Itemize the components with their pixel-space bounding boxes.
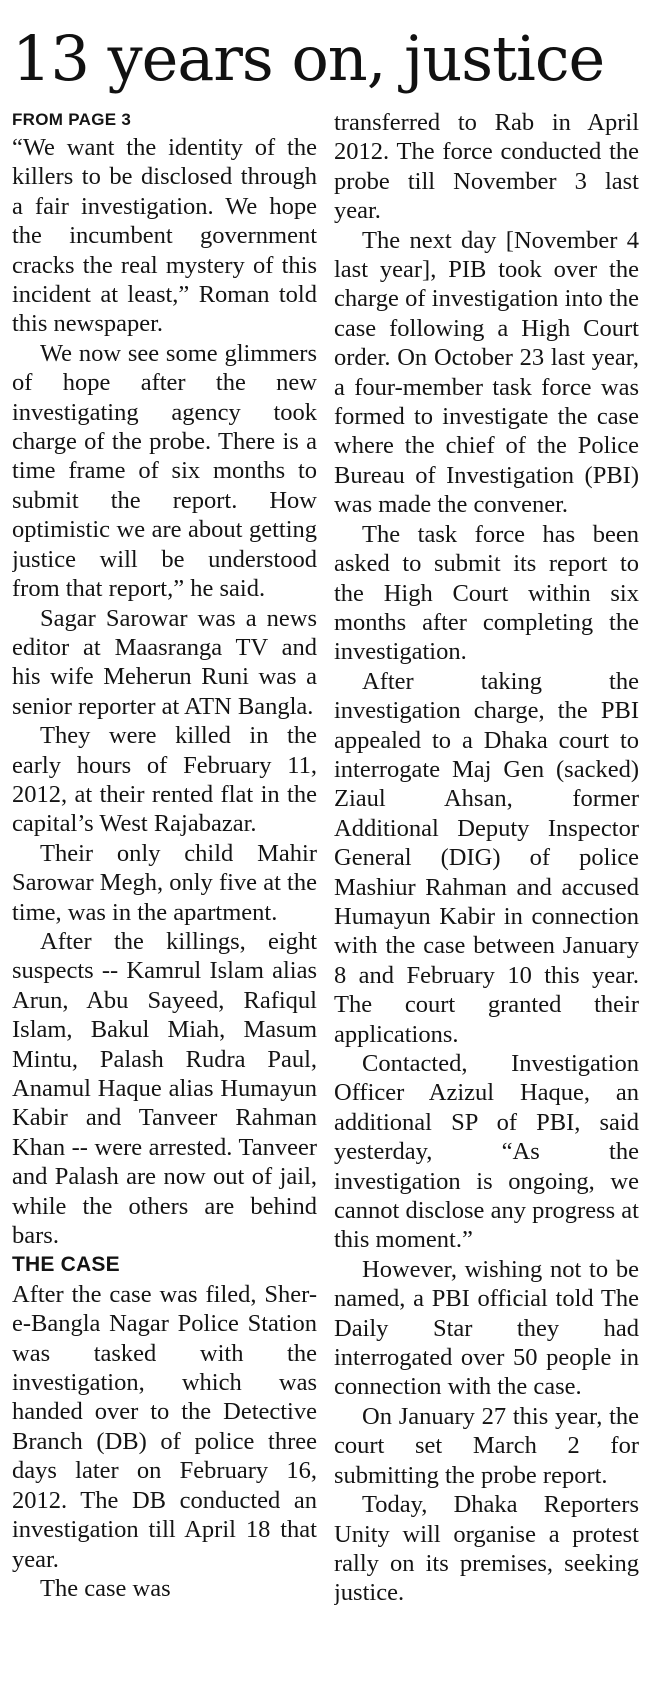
paragraph-killed: They were killed in the early hours of February 11, 2012, at their rented flat in the capital’s West Rajabazar.	[12, 722, 317, 838]
column-right	[334, 108, 639, 1688]
paragraph-transferred: The case was	[40, 1574, 171, 1602]
paragraph-protest-rally: Today, Dhaka Reporters Unity will organise a protest rally on its premises, seeking justice.	[334, 1491, 639, 1607]
paragraph-task-force: The task force has been asked to submit its report to the High Court within six months after completing the investigation.	[334, 520, 639, 666]
paragraph-transferred-continued: transferred to Rab in April 2012. The force conducted the probe till November 3 last year.	[334, 109, 639, 225]
subhead-the-case: THE CASE	[12, 1253, 120, 1277]
headline: 13 years on, justice	[12, 22, 605, 95]
paragraph-march-deadline: On January 27 this year, the court set March 2 for submitting the probe report.	[334, 1402, 639, 1489]
paragraph-case-filed: After the case was filed, Sher-e-Bangla Nagar Police Station was tasked with the investigation, which was handed over to the Detective Branch (DB) of police three days later on February 16, 2012. The DB conducted an investigation till April 18 that year.	[12, 1280, 317, 1573]
continuation-kicker: FROM PAGE 3	[12, 110, 132, 129]
column-left	[12, 108, 317, 1688]
paragraph-investigation-officer: Contacted, Investigation Officer Azizul Haque, an additional SP of PBI, said yesterday, “As the investigation is ongoing, we cannot disclose any progress at this moment.”	[334, 1050, 639, 1254]
paragraph-suspects: After the killings, eight suspects -- Kamrul Islam alias Arun, Abu Sayeed, Rafiqul Islam, Bakul Miah, Masum Mintu, Palash Rudra Paul, Anamul Haque alias Humayun Kabir and Tanveer Rahman Khan -- were arrested. Tanveer and Palash are now out of jail, while the others are behind bars.	[12, 927, 317, 1250]
paragraph-victims: Sagar Sarowar was a news editor at Maasranga TV and his wife Meherun Runi was a senior reporter at ATN Bangla.	[12, 604, 317, 720]
paragraph-pib-took-over: The next day [November 4 last year], PIB took over the charge of investigation into the case following a High Court order. On October 23 last year, a four-member task force was formed to investigate the case where the chief of the Police Bureau of Investigation (PBI) was made the convener.	[334, 226, 639, 519]
paragraph-court-appeal: After taking the investigation charge, the PBI appealed to a Dhaka court to interrogate Maj Gen (sacked) Ziaul Ahsan, former Additional Deputy Inspector General (DIG) of police Mashiur Rahman and accused Humayun Kabir in connection with the case between January 8 and February 10 this year. The court granted their applications.	[334, 667, 639, 1048]
paragraph-child: Their only child Mahir Sarowar Megh, only five at the time, was in the apartment.	[12, 839, 317, 926]
article-body	[12, 108, 639, 1688]
paragraph-pbi-official: However, wishing not to be named, a PBI official told The Daily Star they had interrogated over 50 people in connection with the case.	[334, 1255, 639, 1401]
paragraph-hope: We now see some glimmers of hope after the new investigating agency took charge of the probe. There is a time frame of six months to submit the report. How optimistic we are about getting justice will be understood from that report,” he said.	[12, 339, 317, 603]
paragraph-quote: “We want the identity of the killers to be disclosed through a fair investigation. We hope the incumbent government cracks the real mystery of this incident at least,” Roman told this newspaper.	[12, 134, 317, 338]
